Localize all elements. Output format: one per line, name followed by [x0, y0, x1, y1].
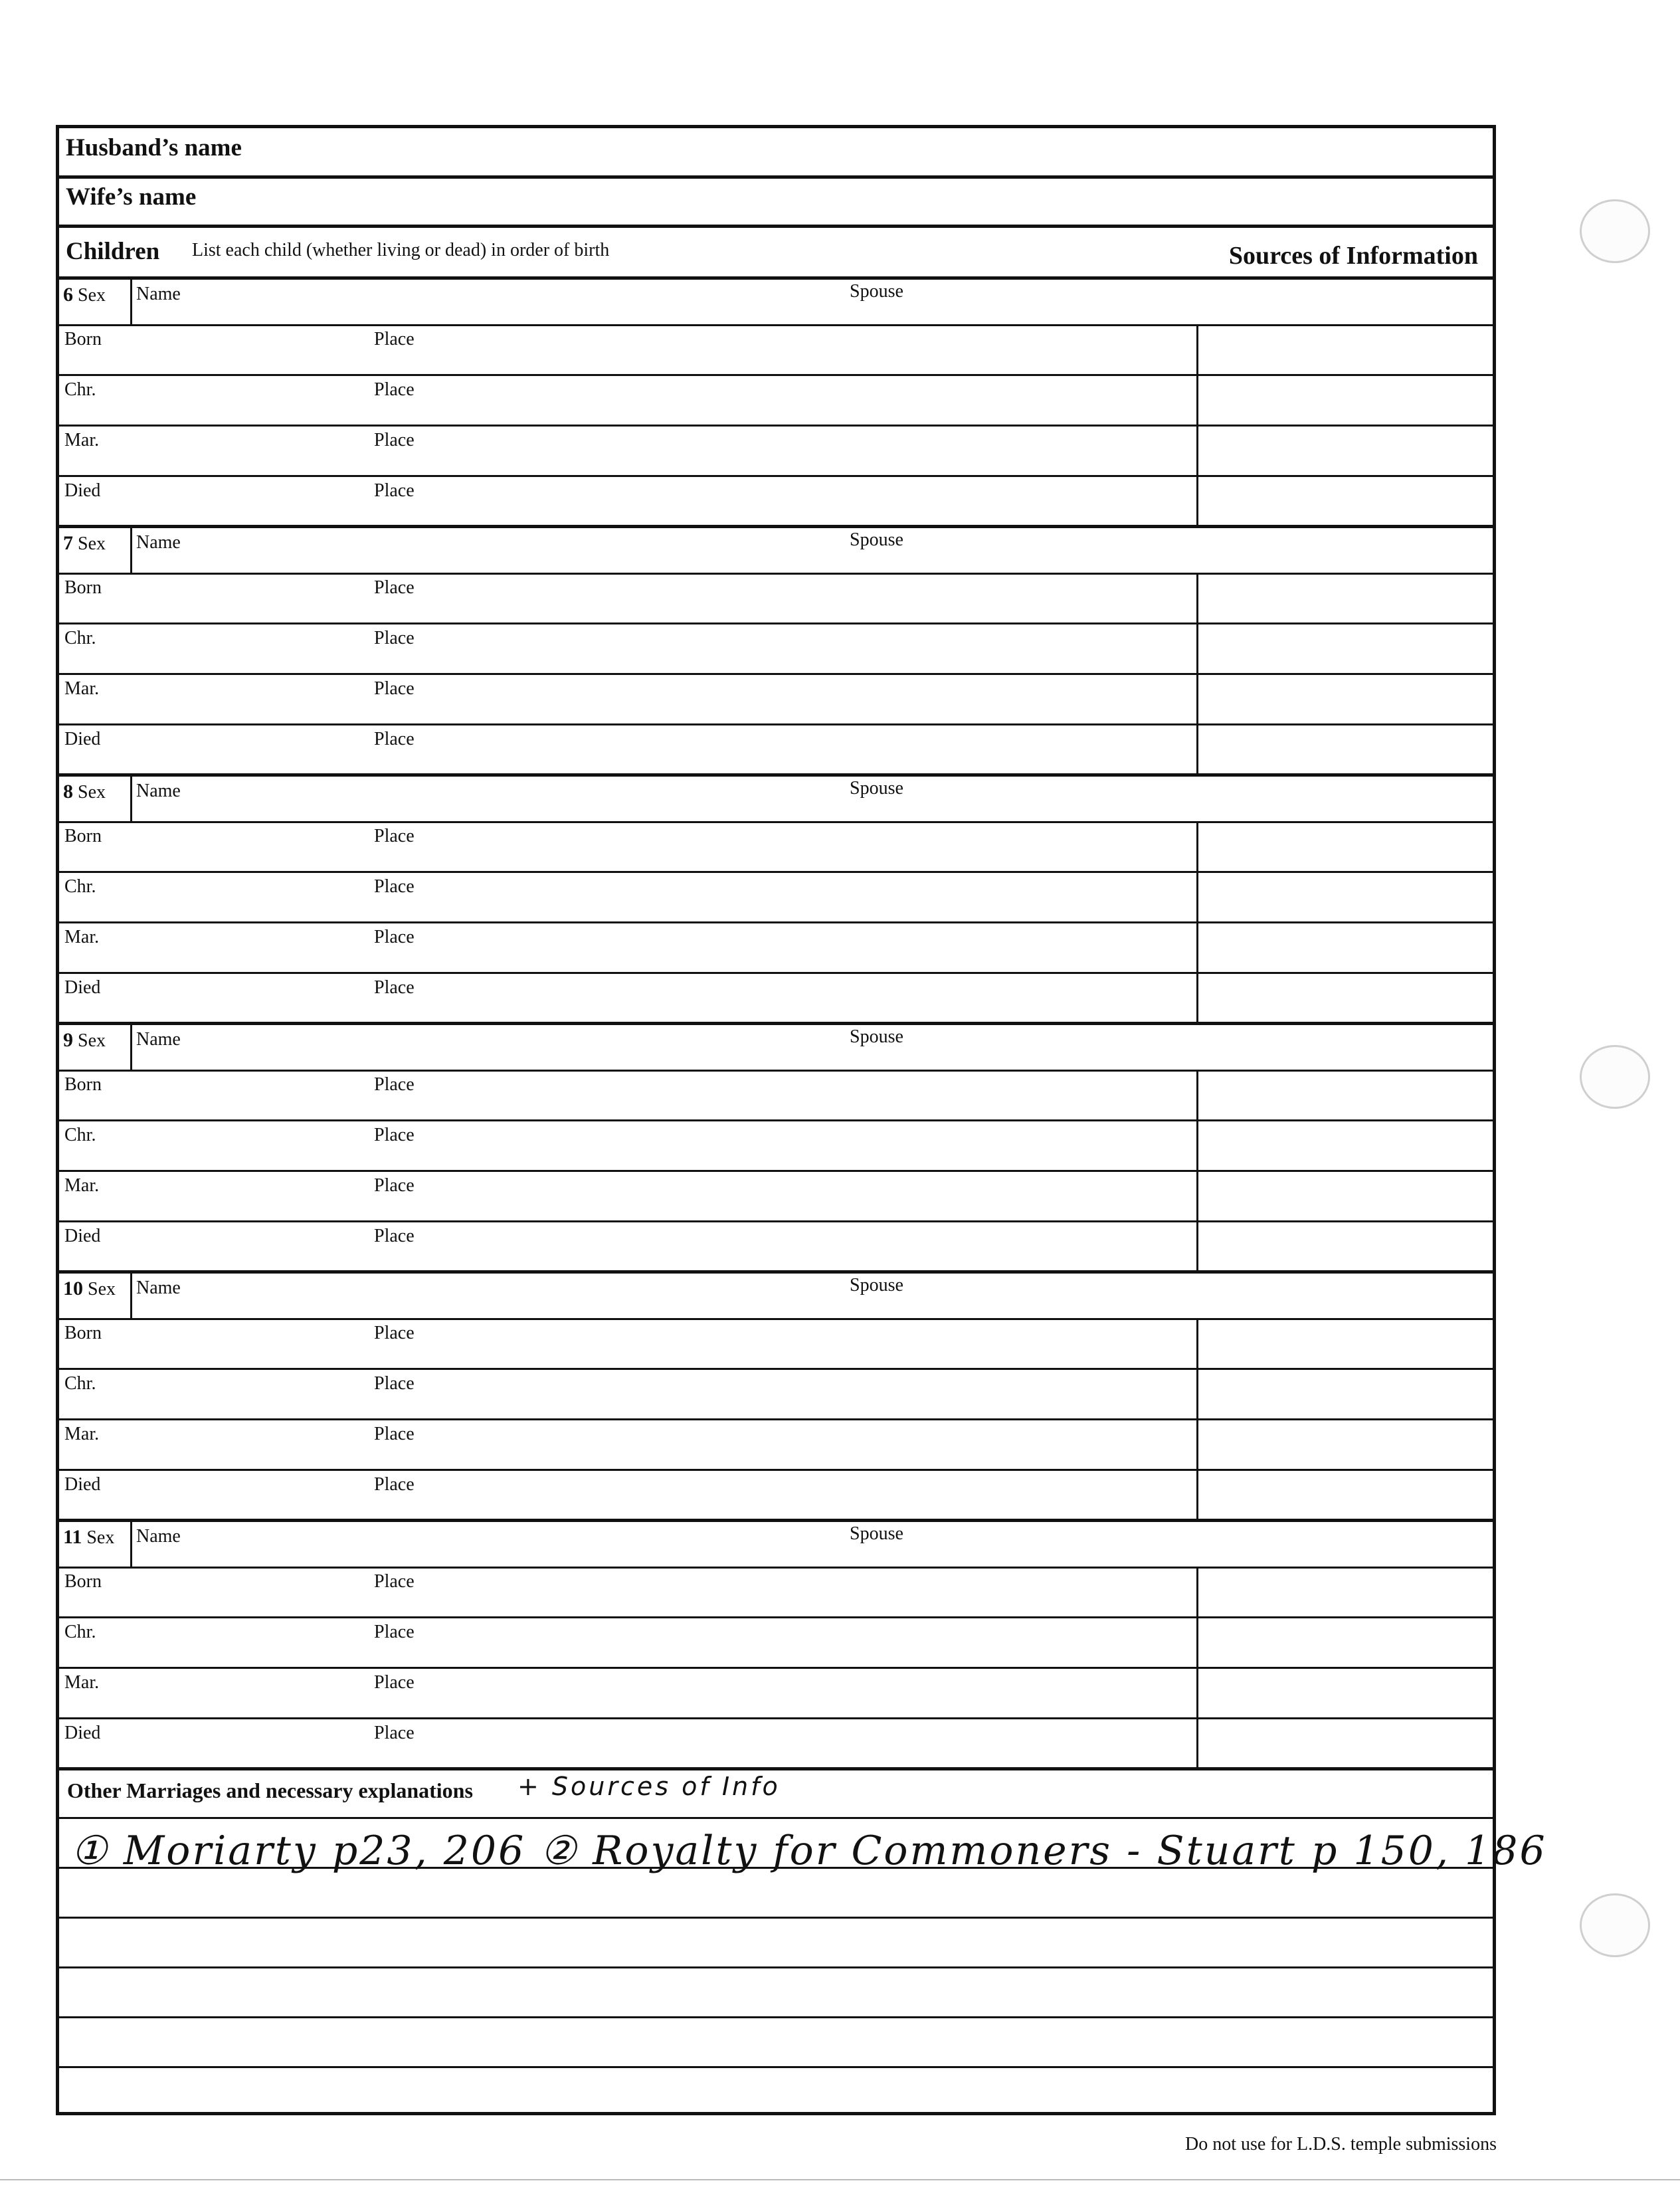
note-line [59, 1917, 1493, 1919]
child-name-row[interactable] [59, 1522, 1493, 1569]
spouse-label: Spouse [850, 1275, 903, 1295]
born-label: Born [64, 1323, 102, 1343]
name-label: Name [136, 1526, 181, 1547]
place-label: Place [374, 1226, 415, 1246]
place-label: Place [374, 430, 415, 450]
place-label: Place [374, 628, 415, 648]
other-marriages-section [59, 1769, 1547, 2112]
sources-of-information-label: Sources of Information [1228, 242, 1478, 270]
sex-divider [130, 280, 132, 326]
mar-label: Mar. [64, 678, 100, 699]
name-label: Name [136, 781, 181, 801]
chr-row[interactable] [59, 625, 1493, 675]
handwritten-sources-note: + Sources of Info [517, 1772, 781, 1801]
mar-row[interactable] [59, 924, 1493, 974]
place-label: Place [374, 678, 415, 699]
children-instruction: List each child (whether living or dead) in order of birth [192, 240, 610, 260]
place-label: Place [374, 977, 415, 998]
mar-label: Mar. [64, 1175, 100, 1196]
sources-column-divider [1196, 1569, 1198, 1767]
child-number: 9 [63, 1029, 73, 1051]
note-line [59, 1867, 1493, 1869]
chr-label: Chr. [64, 628, 96, 648]
sources-column-divider [1196, 326, 1198, 525]
born-label: Born [64, 577, 102, 598]
place-label: Place [374, 577, 415, 598]
child-name-row[interactable] [59, 528, 1493, 575]
child-number: 8 [63, 781, 73, 803]
place-label: Place [374, 1622, 415, 1642]
child-block [59, 777, 1493, 1025]
wife-label: Wife’s name [66, 183, 197, 211]
handwritten-sources-entry[interactable]: ① Moriarty p23, 206 ② Royalty for Commoners - Stuart p 150, 186 [71, 1828, 1547, 1874]
died-label: Died [64, 1474, 101, 1495]
sex-divider [130, 777, 132, 823]
died-label: Died [64, 977, 101, 998]
sources-column-divider [1196, 575, 1198, 773]
husband-label: Husband’s name [66, 134, 242, 161]
place-label: Place [374, 1672, 415, 1693]
place-label: Place [374, 876, 415, 897]
sex-label: Sex [88, 1279, 116, 1299]
child-number: 7 [63, 532, 73, 554]
sources-column-divider [1196, 1072, 1198, 1270]
sources-column-divider [1196, 1320, 1198, 1519]
mar-row[interactable] [59, 1173, 1493, 1222]
name-label: Name [136, 1029, 181, 1050]
sex-divider [130, 1522, 132, 1569]
child-number: 6 [63, 284, 73, 306]
child-name-row[interactable] [59, 280, 1493, 326]
note-line [59, 2066, 1493, 2068]
child-block [59, 528, 1493, 777]
child-block [59, 280, 1493, 528]
mar-row[interactable] [59, 1421, 1493, 1471]
footer-notice: Do not use for L.D.S. temple submissions [1185, 2134, 1497, 2154]
child-block [59, 1274, 1493, 1522]
place-label: Place [374, 379, 415, 400]
died-row[interactable] [59, 975, 1493, 1024]
place-label: Place [374, 1424, 415, 1444]
place-label: Place [374, 1074, 415, 1095]
born-label: Born [64, 826, 102, 846]
born-label: Born [64, 1074, 102, 1095]
other-marriages-title: Other Marriages and necessary explanations [67, 1778, 473, 1802]
child-name-row[interactable] [59, 1274, 1493, 1320]
sex-label: Sex [86, 1527, 115, 1548]
chr-row[interactable] [59, 874, 1493, 923]
name-label: Name [136, 284, 181, 304]
died-row[interactable] [59, 726, 1493, 776]
died-row[interactable] [59, 1472, 1493, 1521]
mar-label: Mar. [64, 1424, 100, 1444]
note-line [59, 1817, 1493, 1819]
page-bottom-rule [0, 2179, 1680, 2180]
place-label: Place [374, 480, 415, 501]
child-block [59, 1025, 1493, 1274]
chr-row[interactable] [59, 1619, 1493, 1669]
sex-divider [130, 528, 132, 575]
sex-divider [130, 1274, 132, 1320]
child-name-row[interactable] [59, 1025, 1493, 1072]
child-number-sex [63, 1278, 116, 1300]
binder-hole-bottom [1580, 1893, 1650, 1957]
chr-label: Chr. [64, 1125, 96, 1145]
mar-label: Mar. [64, 1672, 100, 1693]
sex-label: Sex [78, 782, 106, 803]
mar-row[interactable] [59, 1670, 1493, 1719]
place-label: Place [374, 729, 415, 749]
place-label: Place [374, 1175, 415, 1196]
place-label: Place [374, 1571, 415, 1592]
name-label: Name [136, 532, 181, 553]
place-label: Place [374, 927, 415, 947]
chr-row[interactable] [59, 377, 1493, 427]
born-row[interactable] [59, 1569, 1493, 1618]
chr-label: Chr. [64, 876, 96, 897]
chr-label: Chr. [64, 379, 96, 400]
place-label: Place [374, 1323, 415, 1343]
died-row[interactable] [59, 1223, 1493, 1273]
family-group-record-form [56, 125, 1547, 2115]
spouse-label: Spouse [850, 1026, 903, 1047]
child-number: 10 [63, 1278, 83, 1299]
place-label: Place [374, 1125, 415, 1145]
spouse-label: Spouse [850, 529, 903, 550]
husband-row[interactable] [59, 128, 1493, 179]
note-line [59, 1966, 1493, 1968]
born-row[interactable] [59, 1072, 1493, 1121]
born-row[interactable] [59, 1320, 1493, 1370]
place-label: Place [374, 1373, 415, 1394]
binder-hole-top [1580, 199, 1650, 263]
child-number-sex [63, 1526, 114, 1549]
mar-label: Mar. [64, 430, 100, 450]
died-row[interactable] [59, 1720, 1493, 1770]
born-row[interactable] [59, 575, 1493, 624]
child-block [59, 1522, 1493, 1770]
born-row[interactable] [59, 326, 1493, 376]
child-number-sex [63, 532, 106, 555]
child-number: 11 [63, 1526, 82, 1548]
place-label: Place [374, 826, 415, 846]
place-label: Place [374, 1474, 415, 1495]
name-label: Name [136, 1278, 181, 1298]
chr-label: Chr. [64, 1373, 96, 1394]
died-label: Died [64, 729, 101, 749]
child-number-sex [63, 1029, 106, 1052]
children-header-row [59, 228, 1493, 280]
died-label: Died [64, 480, 101, 501]
spouse-label: Spouse [850, 1523, 903, 1544]
note-line [59, 2016, 1493, 2018]
born-row[interactable] [59, 823, 1493, 873]
child-number-sex [63, 284, 106, 306]
died-label: Died [64, 1723, 101, 1743]
sources-column-divider [1196, 823, 1198, 1022]
child-number-sex [63, 781, 106, 803]
place-label: Place [374, 329, 415, 349]
chr-label: Chr. [64, 1622, 96, 1642]
died-label: Died [64, 1226, 101, 1246]
sex-label: Sex [78, 285, 106, 306]
spouse-label: Spouse [850, 281, 903, 302]
born-label: Born [64, 329, 102, 349]
binder-hole-middle [1580, 1045, 1650, 1109]
sex-divider [130, 1025, 132, 1072]
chr-row[interactable] [59, 1122, 1493, 1172]
mar-label: Mar. [64, 927, 100, 947]
died-row[interactable] [59, 478, 1493, 527]
mar-row[interactable] [59, 676, 1493, 725]
born-label: Born [64, 1571, 102, 1592]
children-label: Children [66, 238, 160, 265]
wife-row[interactable] [59, 179, 1493, 228]
sex-label: Sex [78, 1030, 106, 1051]
mar-row[interactable] [59, 427, 1493, 477]
place-label: Place [374, 1723, 415, 1743]
spouse-label: Spouse [850, 778, 903, 799]
child-name-row[interactable] [59, 777, 1493, 823]
sex-label: Sex [78, 533, 106, 554]
chr-row[interactable] [59, 1371, 1493, 1420]
